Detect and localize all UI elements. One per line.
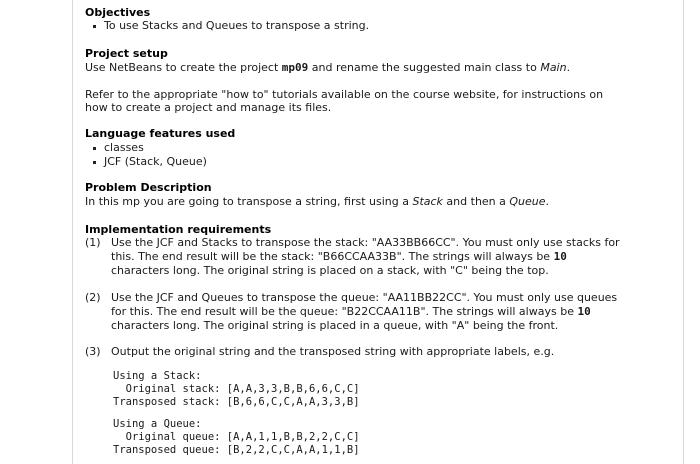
bullet-icon xyxy=(93,161,96,164)
example-output-line: Using a Queue: xyxy=(113,418,202,430)
problem-text: In this mp you are going to transpose a string, first using a Stack and then a Queue. xyxy=(85,195,550,208)
language-features-heading: Language features used xyxy=(85,127,236,140)
example-output-line: Using a Stack: xyxy=(113,370,202,382)
project-name: mp09 xyxy=(281,61,309,74)
queue-word: Queue xyxy=(509,195,546,208)
requirement-line: Use the JCF and Stacks to transpose the stack: "AA33BB66CC". You must only use stacks for xyxy=(111,236,620,249)
requirement-line: characters long. The original string is placed in a queue, with "A" being the front. xyxy=(111,319,559,332)
requirement-number: (1) xyxy=(85,236,101,249)
objective-item: To use Stacks and Queues to transpose a string. xyxy=(104,19,370,32)
problem-heading: Problem Description xyxy=(85,181,212,194)
project-setup-text: Use NetBeans to create the project mp09 and rename the suggested main class to Main. xyxy=(85,61,571,74)
project-setup-heading: Project setup xyxy=(85,47,168,60)
project-setup-note-line: how to create a project and manage its files. xyxy=(85,101,332,114)
example-output-line: Transposed stack: [B,6,6,C,C,A,A,3,3,B] xyxy=(113,396,360,408)
example-output-line: Transposed queue: [B,2,2,C,C,A,A,1,1,B] xyxy=(113,444,360,456)
requirement-line: for this. The end result will be the queue: "B22CCAA11B". The strings will always be 10 xyxy=(111,305,591,318)
requirement-line: Output the original string and the transposed string with appropriate labels, e.g. xyxy=(111,345,555,358)
main-class-name: Main xyxy=(540,61,567,74)
objectives-heading: Objectives xyxy=(85,6,151,19)
example-output-line: Original queue: [A,A,1,1,B,B,2,2,C,C] xyxy=(113,431,360,443)
bullet-icon xyxy=(93,25,96,28)
project-setup-note-line: Refer to the appropriate "how to" tutorials available on the course website, for instructions on xyxy=(85,88,604,101)
language-feature-item: JCF (Stack, Queue) xyxy=(104,155,207,168)
example-output-line: Original stack: [A,A,3,3,B,B,6,6,C,C] xyxy=(113,383,360,395)
language-feature-item: classes xyxy=(104,141,144,154)
requirement-line: this. The end result will be the stack: "B66CCAA33B". The strings will always be 10 xyxy=(111,250,567,263)
requirement-number: (2) xyxy=(85,291,101,304)
requirements-heading: Implementation requirements xyxy=(85,223,272,236)
document-page xyxy=(72,0,684,464)
requirement-line: characters long. The original string is placed on a stack, with "C" being the top. xyxy=(111,264,549,277)
bullet-icon xyxy=(93,147,96,150)
stack-word: Stack xyxy=(412,195,443,208)
requirement-line: Use the JCF and Queues to transpose the queue: "AA11BB22CC". You must only use queues xyxy=(111,291,618,304)
requirement-number: (3) xyxy=(85,345,101,358)
